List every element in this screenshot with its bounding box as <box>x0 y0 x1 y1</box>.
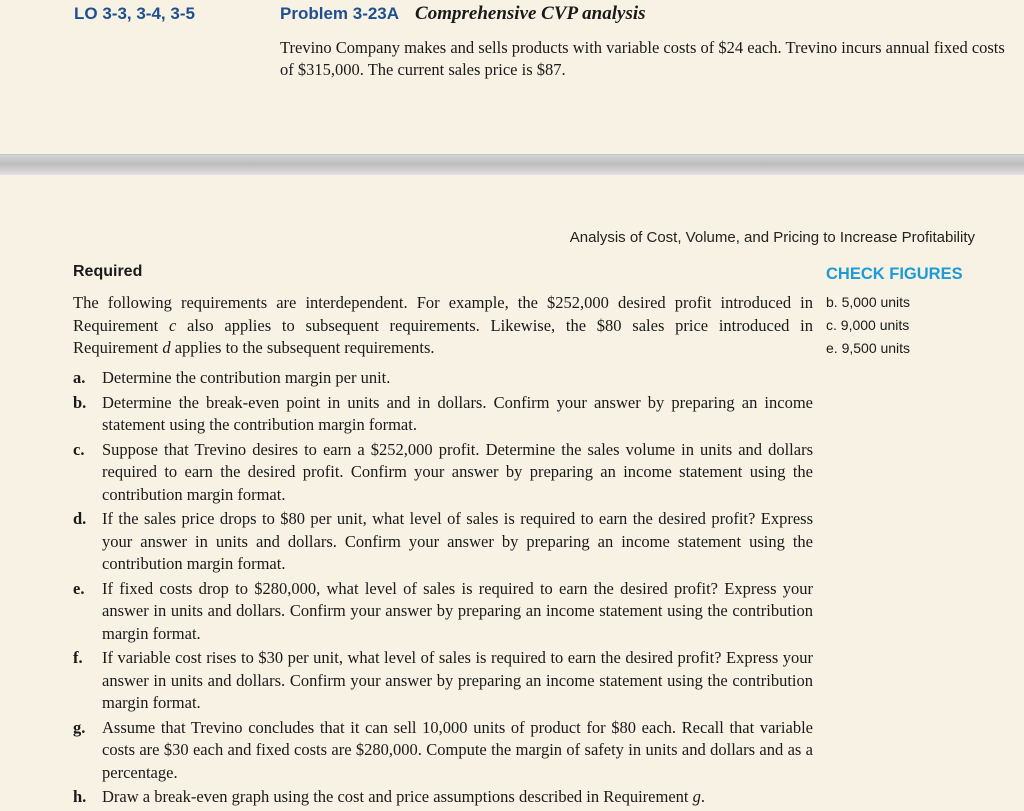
requirement-text: Determine the break-even point in units and in dollars. Confirm your answer by preparing an income statement using the contribution margin format. <box>102 392 813 434</box>
requirement-letter: h. <box>73 787 87 806</box>
requirements-list <box>73 367 813 811</box>
requirement-item-e <box>73 578 813 646</box>
problem-title: Comprehensive CVP analysis <box>415 3 646 24</box>
required-heading: Required <box>73 263 143 280</box>
requirement-text: Assume that Trevino concludes that it can sell 10,000 units of product for $80 each. Recall that variable costs are $30 each and fixed costs are $280,000. Compute the margin of safety in units and dollars and as a percentage. <box>102 717 813 782</box>
requirement-letter: e. <box>73 578 85 598</box>
requirement-letter: f. <box>73 648 83 667</box>
required-intro-var-c: c <box>168 315 177 335</box>
check-figures-heading: CHECK FIGURES <box>826 265 963 283</box>
requirement-item-d <box>73 508 813 576</box>
requirement-text: Suppose that Trevino desires to earn a $252,000 profit. Determine the sales volume in units and dollars required to earn the desired profit. Confirm your answer by preparing an income statement using the contribution margin format. <box>102 439 813 504</box>
requirement-text: If the sales price drops to $80 per unit, what level of sales is required to earn the desired profit? Express your answer in units and dollars. Confirm your answer by preparing an income statement using the contribution margin format. <box>102 509 813 573</box>
check-figure-item: e. 9,500 units <box>826 340 911 356</box>
check-figure-item: b. 5,000 units <box>826 294 911 310</box>
required-intro-text-3: applies to the subsequent requirements. <box>170 338 435 357</box>
requirement-text-var-g: g <box>692 787 701 806</box>
requirement-item-h <box>73 786 813 809</box>
requirement-text-part: . <box>700 787 705 806</box>
requirement-item-g <box>73 717 813 785</box>
requirement-item-b <box>73 392 813 437</box>
requirement-letter: c. <box>73 439 85 459</box>
required-intro-text-1: The following requirements are interdependent. For example, the $252,000 desired profit introduced in Requirement <box>73 293 813 335</box>
requirement-text: Determine the contribution margin per unit. <box>102 368 391 387</box>
required-intro <box>73 292 813 360</box>
requirement-letter: d. <box>73 509 87 528</box>
required-intro-var-d: d <box>162 338 171 357</box>
problem-heading <box>280 3 646 25</box>
requirement-letter: a. <box>73 368 86 387</box>
required-intro-text-2: also applies to subsequent requirements. Likewise, the $80 sales price introduced in Requirement <box>73 315 813 357</box>
requirement-letter: g. <box>73 717 86 737</box>
requirement-text <box>102 786 813 809</box>
page-divider-band <box>0 154 1024 175</box>
requirement-item-a <box>73 367 813 390</box>
requirement-text-part: Draw a break-even graph using the cost and price assumptions described in Requirement <box>102 787 693 806</box>
requirement-text: If fixed costs drop to $280,000, what level of sales is required to earn the desired profit? Express your answer in units and dollars. Confirm your answer by preparing an income statement using the contribution margin format. <box>102 578 813 643</box>
requirement-text: If variable cost rises to $30 per unit, what level of sales is required to earn the desired profit? Express your answer in units and dollars. Confirm your answer by preparing an income statement using the contribution margin format. <box>102 648 813 712</box>
requirement-letter: b. <box>73 392 87 412</box>
problem-number: Problem 3-23A <box>280 4 400 23</box>
check-figures <box>826 265 963 360</box>
running-head: Analysis of Cost, Volume, and Pricing to Increase Profitability <box>569 229 975 246</box>
requirement-item-f <box>73 647 813 715</box>
problem-intro: Trevino Company makes and sells products with variable costs of $24 each. Trevino incurs annual fixed costs of $315,000. The current sales price is $87. <box>280 38 1005 79</box>
check-figure-item: c. 9,000 units <box>826 317 910 333</box>
requirement-item-c <box>73 439 813 507</box>
learning-objectives: LO 3-3, 3-4, 3-5 <box>74 4 195 23</box>
